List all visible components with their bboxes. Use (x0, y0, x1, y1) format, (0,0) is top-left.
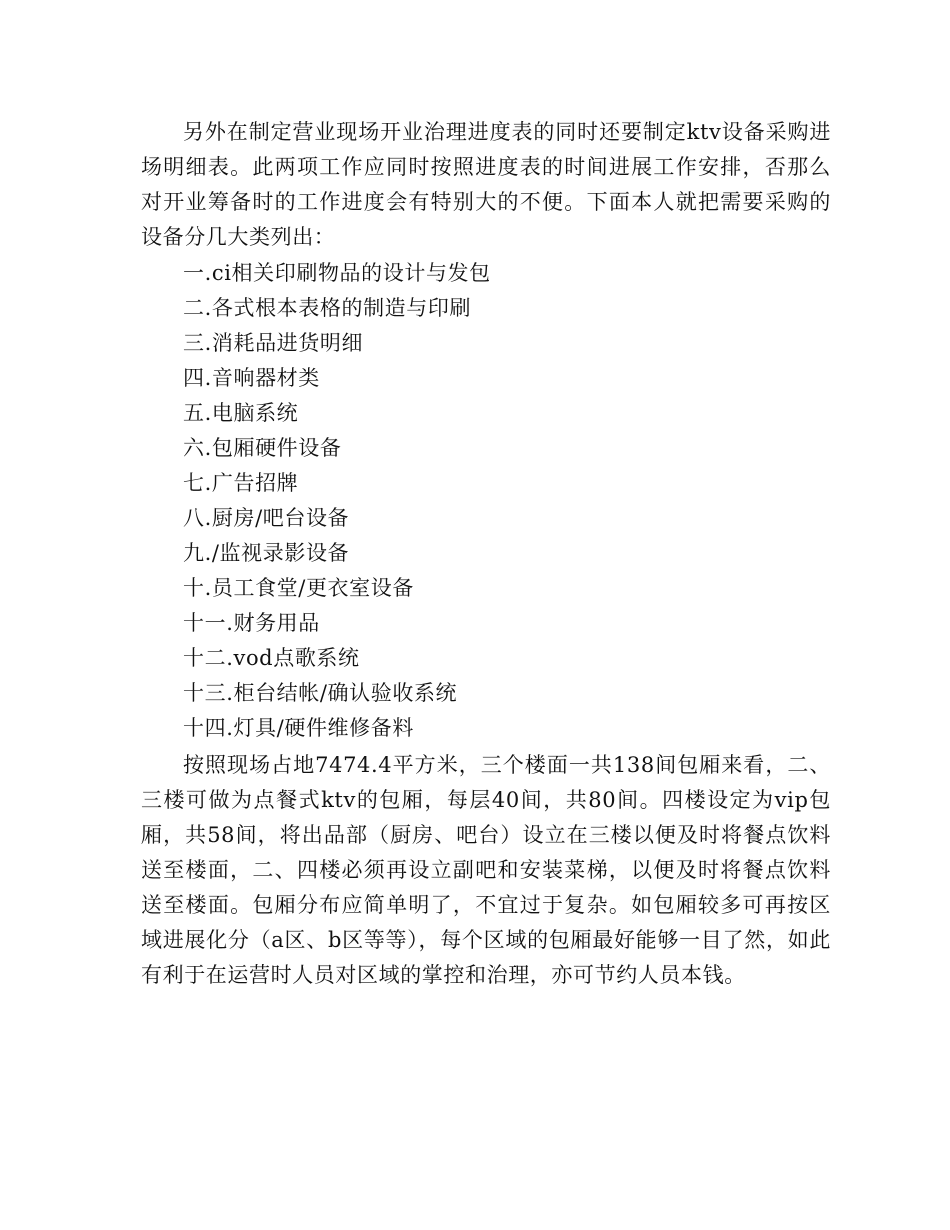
list-item: 十一.财务用品 (183, 611, 320, 635)
list-item: 三.消耗品进货明细 (183, 331, 364, 355)
list-item: 六.包厢硬件设备 (183, 436, 342, 460)
list-item: 七.广告招牌 (183, 471, 299, 495)
list-item: 十三.柜台结帐/确认验收系统 (183, 681, 458, 705)
intro-paragraph: 另外在制定营业现场开业治理进度表的同时还要制定ktv设备采购进场明细表。此两项工作应同时按照进度表的时间进展工作安排，否那么对开业筹备时的工作进度会有特别大的不便。下面本人就把需要采购的设备分几大类列出： (141, 120, 831, 249)
list-item: 四.音响器材类 (183, 366, 320, 390)
list-item: 五.电脑系统 (183, 401, 299, 425)
list-item: 二.各式根本表格的制造与印刷 (183, 296, 472, 320)
equipment-category-list (183, 256, 491, 746)
list-item: 一.ci相关印刷物品的设计与发包 (183, 261, 491, 285)
list-item: 十二.vod点歌系统 (183, 646, 360, 670)
list-item: 八.厨房/吧台设备 (183, 506, 350, 530)
closing-paragraph: 按照现场占地7474.4平方米，三个楼面一共138间包厢来看，二、三楼可做为点餐式ktv的包厢，每层40间，共80间。四楼设定为vip包厢，共58间，将出品部（厨房、吧台）设立在三楼以便及时将餐点饮料送至楼面，二、四楼必须再设立副吧和安装菜梯，以便及时将餐点饮料送至楼面。包厢分布应简单明了，不宜过于复杂。如包厢较多可再按区域进展化分（a区、b区等等），每个区域的包厢最好能够一目了然，如此有利于在运营时人员对区域的掌控和治理，亦可节约人员本钱。 (141, 753, 831, 987)
list-item: 九./监视录影设备 (183, 541, 350, 565)
list-item: 十.员工食堂/更衣室设备 (183, 576, 414, 600)
list-item: 十四.灯具/硬件维修备料 (183, 716, 414, 740)
